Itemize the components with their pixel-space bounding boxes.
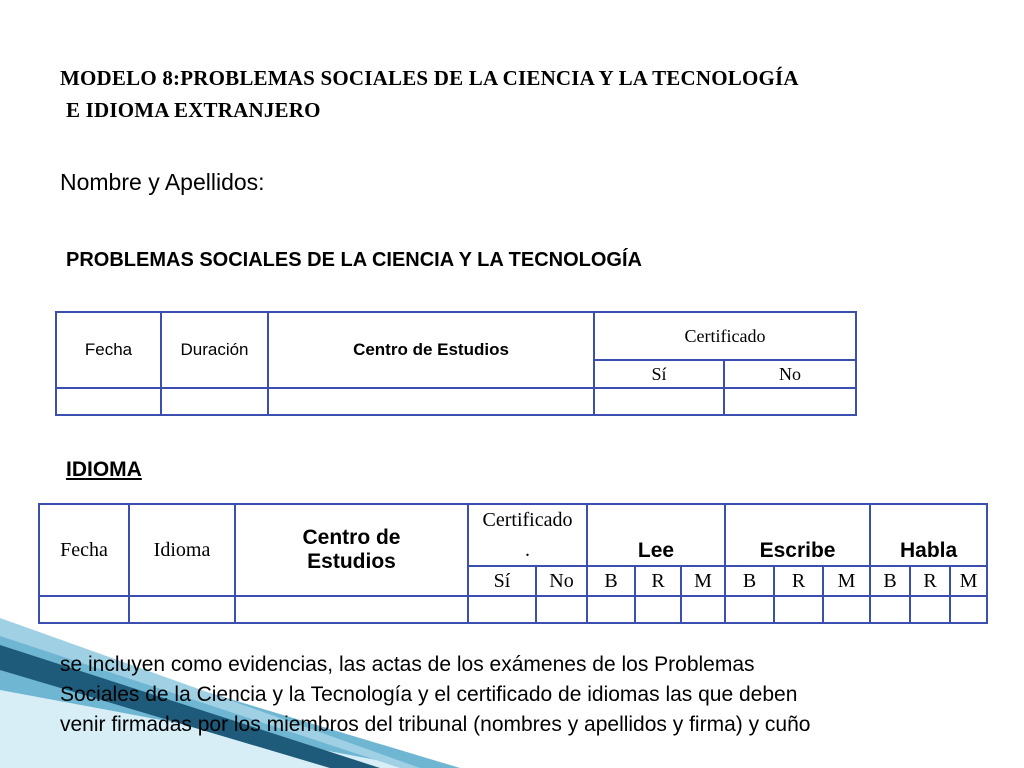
cell-habla-m[interactable]: [950, 596, 987, 623]
header-certificado: Certificado: [594, 312, 856, 360]
header-habla-b: B: [870, 566, 910, 596]
header-no: No: [536, 566, 587, 596]
cell-no[interactable]: [536, 596, 587, 623]
header-habla-r: R: [910, 566, 950, 596]
cell-idioma[interactable]: [129, 596, 235, 623]
nombre-label: Nombre y Apellidos:: [60, 169, 265, 195]
cell-habla-r[interactable]: [910, 596, 950, 623]
header-lee-b: B: [587, 566, 635, 596]
header-certificado: [468, 504, 587, 566]
header-habla-m: M: [950, 566, 987, 596]
page-title-line2: E IDIOMA EXTRANJERO: [66, 98, 321, 122]
page-title-line1: MODELO 8:PROBLEMAS SOCIALES DE LA CIENCIA Y LA TECNOLOGÍA: [60, 66, 799, 90]
table-row: [56, 388, 856, 415]
header-escribe-b: B: [725, 566, 774, 596]
evidence-note: [60, 650, 1000, 740]
header-habla: Habla: [870, 504, 987, 566]
cell-no[interactable]: [724, 388, 856, 415]
cell-duracion[interactable]: [161, 388, 268, 415]
header-idioma: Idioma: [129, 504, 235, 596]
psct-table: [55, 311, 857, 416]
cell-lee-r[interactable]: [635, 596, 681, 623]
idioma-table: [38, 503, 988, 624]
header-fecha: Fecha: [39, 504, 129, 596]
header-centro: Centro de Estudios: [268, 312, 594, 388]
header-lee-r: R: [635, 566, 681, 596]
cell-fecha[interactable]: [39, 596, 129, 623]
header-lee: Lee: [587, 504, 725, 566]
header-duracion: Duración: [161, 312, 268, 388]
evidence-note-line3: venir firmadas por los miembros del tribunal (nombres y apellidos y firma) y cuño: [60, 713, 811, 736]
cell-centro[interactable]: [268, 388, 594, 415]
page-title: [60, 62, 799, 126]
cell-si[interactable]: [594, 388, 724, 415]
table-row: [39, 596, 987, 623]
header-si: Sí: [468, 566, 536, 596]
cell-escribe-m[interactable]: [823, 596, 870, 623]
header-lee-m: M: [681, 566, 725, 596]
cell-si[interactable]: [468, 596, 536, 623]
header-escribe-m: M: [823, 566, 870, 596]
header-escribe-r: R: [774, 566, 823, 596]
cell-centro[interactable]: [235, 596, 468, 623]
cell-fecha[interactable]: [56, 388, 161, 415]
cell-escribe-b[interactable]: [725, 596, 774, 623]
header-centro-line2: Estudios: [307, 550, 396, 573]
header-escribe: Escribe: [725, 504, 870, 566]
section-psct-heading: PROBLEMAS SOCIALES DE LA CIENCIA Y LA TECNOLOGÍA: [66, 249, 642, 271]
header-centro-line1: Centro de: [302, 526, 401, 549]
cell-escribe-r[interactable]: [774, 596, 823, 623]
cell-lee-b[interactable]: [587, 596, 635, 623]
header-no: No: [724, 360, 856, 388]
header-certificado-line2: .: [525, 539, 530, 561]
evidence-note-line2: Sociales de la Ciencia y la Tecnología y el certificado de idiomas las que deben: [60, 683, 798, 706]
header-si: Sí: [594, 360, 724, 388]
header-fecha: Fecha: [56, 312, 161, 388]
section-idioma-heading: IDIOMA: [66, 458, 142, 481]
header-certificado-line1: Certificado: [482, 509, 573, 531]
header-centro: [235, 504, 468, 596]
cell-habla-b[interactable]: [870, 596, 910, 623]
evidence-note-line1: se incluyen como evidencias, las actas de los exámenes de los Problemas: [60, 653, 755, 676]
cell-lee-m[interactable]: [681, 596, 725, 623]
